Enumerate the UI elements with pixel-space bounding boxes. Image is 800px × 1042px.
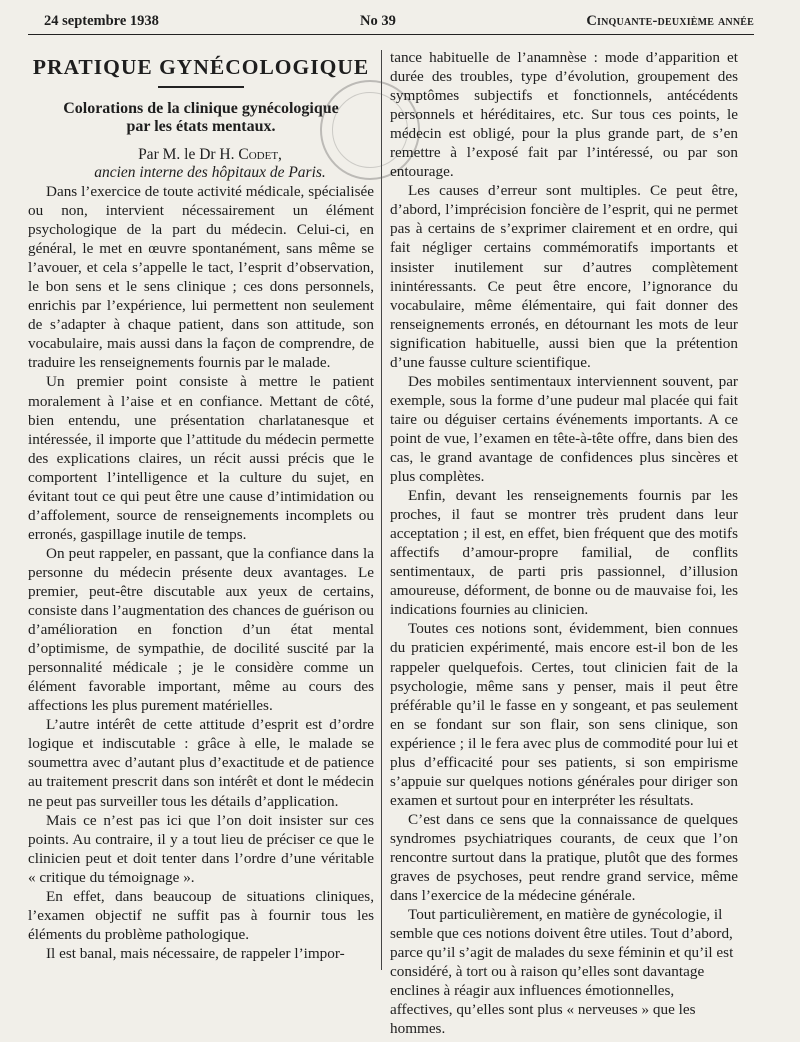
title-rule xyxy=(158,86,244,88)
paragraph: Des mobiles sentimentaux interviennent souvent, par exemple, sous la forme d’une pudeur mal placée qui fait taire ou déguiser certains événements importants. A ce point de vue, l’examen en tête-à-tête offre, dans bien des cas, le grand avantage de confidences plus sincères et plus complètes. xyxy=(390,372,738,486)
article-title-line-1: Colorations de la clinique gynécologique xyxy=(63,100,339,117)
paragraph: Dans l’exercice de toute activité médicale, spécialisée ou non, intervient nécessairement un élément psychologique de la part du médecin. Celui-ci, en général, le met en œuvre spontanément, sans même se l’avouer, et cela s’appelle le tact, l’esprit d’observation, le bon sens et le sens clinique ; ces dons personnels, enrichis par l’expérience, lui permettent non seulement de s’adapter à chaque patient, dans son attitude, son vocabulaire, mais aussi dans la façon de comprendre, de traduire les renseignements fournis par le malade. xyxy=(28,183,374,372)
author-line xyxy=(28,146,374,164)
author-affiliation: ancien interne des hôpitaux de Paris. xyxy=(94,164,326,181)
paragraph-continuation: tance habituelle de l’anamnèse : mode d’apparition et durée des troubles, type d’évolution, groupement des symptômes subjectifs et fonctionnels, antécédents personnels et héréditaires, etc. Sur tous ces points, le médecin est obligé, pour la plus grande part, de s’en remettre à l’exposé fait par l’intéressé, ou par son entourage. xyxy=(390,49,738,181)
header-rule xyxy=(28,34,754,35)
paragraph: Un premier point consiste à mettre le patient moralement à l’aise et en confiance. Mettant de côté, bien entendu, une présentation charlatanesque et intéressée, il importe que l’attitude du médecin permette des explications claires, un récit aussi précis que le comportent l’intelligence et la culture du sujet, en évitant tout ce qui peut être une cause d’intimidation ou d’affolement, source de renseignements incomplets ou erronés, gaspillage inutile de temps. xyxy=(28,373,374,543)
paragraph: L’autre intérêt de cette attitude d’esprit est d’ordre logique et indiscutable : grâce à elle, le malade se soumettra avec d’autant plus d’exactitude et de patience au traitement prescrit dans son intérêt et dont le médecin ne peut pas surveiller tous les détails d’application. xyxy=(28,716,374,810)
page-header xyxy=(28,13,754,33)
left-column xyxy=(28,52,374,963)
issue-date: 24 septembre 1938 xyxy=(44,13,159,29)
paragraph: En effet, dans beaucoup de situations cliniques, l’examen objectif ne suffit pas à fournir tous les éléments du problème pathologique. xyxy=(28,887,374,943)
issue-year: Cinquante-deuxième année xyxy=(586,13,754,29)
right-column xyxy=(390,48,738,1038)
issue-number: No 39 xyxy=(360,13,396,29)
paragraph: C’est dans ce sens que la connaissance de quelques syndromes psychiatriques courants, de ceux que l’on rencontre surtout dans la pratique, plutôt que des formes graves de psychoses, peut rendre grand service, même dans l’exercice de la médecine générale. xyxy=(390,810,738,905)
paragraph: Il est banal, mais nécessaire, de rappeler l’impor- xyxy=(46,944,345,962)
paragraph: On peut rappeler, en passant, que la confiance dans la personne du médecin présente deux avantages. Le premier, peut-être discutable aux yeux de certains, consiste dans l’augmentation des chances de guérison ou d’amélioration en fonction d’un état mental d’optimisme, de sympathie, de docilité suscité par la personnalité médicale ; je le considère comme un élément favorable important, même au cours des affections les plus purement matérielles. xyxy=(28,544,374,715)
author-prefix: Par M. le Dr H. xyxy=(138,146,235,163)
paragraph: Enfin, devant les renseignements fournis par les proches, il faut se montrer très prudent dans leur acceptation ; il est, en effet, bien fréquent que des motifs affectifs d’amour-propre familial, de conflits sentimentaux, de parti pris passionnel, d’illusion amoureuse, déforment, de bonne ou de mauvaise foi, les indications fournies au clinicien. xyxy=(390,487,738,619)
column-divider xyxy=(381,50,382,970)
author-name: Codet, xyxy=(238,146,282,163)
paragraph: Tout particulièrement, en matière de gynécologie, il semble que ces notions doivent être utiles. Tout d’abord, parce qu’il s’agit de malades du sexe féminin et qu’il est considéré, à tort ou à raison qu’elles sont davantage enclines à réagir aux influences émotionnelles, affectives, qu’elles sont plus « nerveuses » que les hommes. xyxy=(390,906,734,1038)
article-title xyxy=(28,100,374,136)
paragraph: Toutes ces notions sont, évidemment, bien connues du praticien expérimenté, mais encore est-il bon de les rappeler quelquefois. Certes, tout clinicien fait de la psychologie, même sans y penser, mais il peut être préférable qu’il le fasse en y songeant, et pas seulement en se fondant sur son flair, son sens clinique, son expérience ; il le fera avec plus de commodité pour lui et plus d’efficacité pour ses patients, si son empirisme s’appuie sur quelques notions générales pour diriger son examen et surtout pour en interpréter les résultats. xyxy=(390,620,738,809)
paragraph: Les causes d’erreur sont multiples. Ce peut être, d’abord, l’imprécision foncière de l’esprit, qui ne permet pas à certains de s’exprimer clairement et en ordre, qui fait négliger certains commémoratifs importants et insister inutilement sur d’autres complètement inintéressants. Ce peut être encore, l’ignorance du vocabulaire, même élémentaire, qui fait donner des renseignements erronés, en détournant les mots de leur signification habituelle, aussi bien que la prétention d’une fausse culture scientifique. xyxy=(390,182,738,371)
section-title: PRATIQUE GYNÉCOLOGIQUE xyxy=(32,55,370,79)
paragraph: Mais ce n’est pas ici que l’on doit insister sur ces points. Au contraire, il y a tout lieu de préciser ce que le clinicien peut et doit tenter dans l’ordre d’une véritable « critique du témoignage ». xyxy=(28,811,374,886)
article-title-line-2: par les états mentaux. xyxy=(126,118,276,135)
